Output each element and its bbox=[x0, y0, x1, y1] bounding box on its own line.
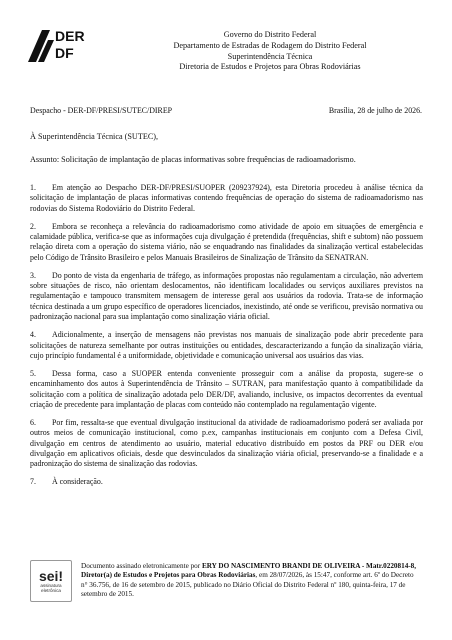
paragraph-text: Adicionalmente, a inserção de mensagens não previstas nos manuais de sinalização pode abrir precedente para solicitações de natureza semelhante por outras instituições ou entidades, descaracterizando a função da sinalização viária, cujo princípio fundamental é a uniformidade, objetividade e comunicação universal aos usuários das vias. bbox=[30, 330, 423, 360]
paragraph bbox=[30, 369, 423, 410]
body-paragraphs bbox=[30, 183, 423, 491]
paragraph bbox=[30, 418, 423, 469]
despacho-number: Despacho - DER-DF/PRESI/SUTEC/DIREP bbox=[30, 106, 173, 115]
document-date: Brasília, 28 de julho de 2026. bbox=[328, 106, 422, 115]
paragraph-text: Embora se reconheça a relevância do radioamadorismo como atividade de apoio em situações de emergência e calamidade pública, verifica-se que as informações cuja divulgação é pretendida (frequências, shift e subtom) não possuem relação direta com a operação do sistema viário, não se enquadrando nas finalidades da sinalização vertical estabelecidas pelo Código de Trânsito Brasileiro e pelos Manuais Brasileiros de Sinalização de Trânsito da SENATRAN. bbox=[30, 221, 423, 262]
header-line: Diretoria de Estudos e Projetos para Obras Rodoviárias bbox=[179, 62, 361, 72]
paragraph-number: 7. bbox=[30, 477, 36, 487]
paragraph-number: 1. bbox=[30, 183, 36, 192]
header-line: Superintendência Técnica bbox=[227, 51, 313, 61]
sei-logo-caption: assinatura eletrônica bbox=[40, 583, 62, 593]
paragraph-number: 2. bbox=[30, 221, 36, 231]
signer-name: ERY DO NASCIMENTO BRANDI DE OLIVEIRA - Matr.0220814-8, Diretor(a) de Estudos e Projetos para Obras Rodoviárias bbox=[81, 562, 417, 580]
paragraph bbox=[30, 330, 423, 361]
paragraph-text: Dessa forma, caso a SUOPER entenda conveniente prosseguir com a análise da proposta, sugere-se o encaminhamento dos autos à Superintendência de Trânsito – SUTRAN, para manifestação quanto à compatibilidade da solicitação com a política de sinalização adotada pelo DER/DF, avaliando, inclusive, os impactos decorrentes da eventual criação de precedente para implantação de placas com conteúdo não contemplado na regulamentação vigente. bbox=[30, 369, 423, 409]
header-line: Governo do Distrito Federal bbox=[223, 30, 317, 39]
paragraph-text: Por fim, ressalta-se que eventual divulgação institucional da atividade de radioamadorismo poderá ser avaliada por outros meios de comunicação institucional, como p.ex, campanhas institucionais em conjunto com a Defesa Civil, divulgação em centros de atendimento ao usuário, material educativo distribuído em postos da PRF ou DER e/ou divulgação em aplicativos oficiais, desde que desvinculados da sinalização viária oficial, preservando-se a finalidade e a padronização do sistema de sinalização das rodovias. bbox=[30, 418, 423, 469]
paragraph-number: 6. bbox=[30, 418, 36, 428]
header-line: Departamento de Estradas de Rodagem do Distrito Federal bbox=[173, 40, 367, 50]
paragraph bbox=[30, 222, 423, 263]
subject-line: Assunto: Solicitação de implantação de placas informativas sobre frequências de radioamadorismo. bbox=[30, 155, 356, 164]
addressee: À Superintendência Técnica (SUTEC), bbox=[30, 132, 159, 141]
signature-suffix: , em 28/07/2026, às 15:47, conforme art. 6º do Decreto n° 36.756, de 16 de setembro de 2015, publicado no Diário Oficial do Distrito Federal nº 180, quinta-feira, 17 de setembro de 2015. bbox=[81, 571, 414, 598]
paragraph bbox=[30, 271, 423, 322]
paragraph-text: À consideração. bbox=[52, 477, 103, 487]
electronic-signature-block bbox=[30, 552, 422, 606]
paragraph-text: Em atenção ao Despacho DER-DF/PRESI/SUOPER (209237924), esta Diretoria procedeu à análise técnica da solicitação de implantação de placas informativas contendo frequências de operação do sistema de radioamadorismo nas rodovias do Sistema Rodoviário do Distrito Federal. bbox=[30, 183, 423, 213]
sei-logo bbox=[30, 560, 72, 602]
paragraph-number: 3. bbox=[30, 270, 36, 280]
sei-logo-word: sei! bbox=[38, 568, 64, 584]
logo-text-der: DER bbox=[55, 28, 85, 44]
paragraph-number: 5. bbox=[30, 369, 36, 379]
logo-text-df: DF bbox=[55, 45, 74, 61]
signature-text bbox=[81, 562, 421, 599]
paragraph bbox=[30, 477, 423, 487]
paragraph-text: Do ponto de vista da engenharia de tráfego, as informações propostas não regulamentam a circulação, não advertem sobre situações de risco, não orientam deslocamentos, não identificam localidades ou serviços auxiliares previstos na regulamentação e tampouco transmitem mensagem de interesse geral aos usuários da rodovia. Trata-se de informação técnica destinada a um grupo específico de operadores licenciados, inexistindo, até onde se verificou, previsão normativa ou padronização nacional para sua implantação como sinalização viária oficial. bbox=[30, 270, 423, 322]
reference-row bbox=[30, 106, 422, 115]
der-df-logo bbox=[28, 26, 86, 62]
letterhead bbox=[140, 30, 400, 73]
paragraph-number: 4. bbox=[30, 330, 36, 340]
signature-prefix: Documento assinado eletronicamente por bbox=[81, 562, 202, 570]
paragraph bbox=[30, 183, 423, 214]
